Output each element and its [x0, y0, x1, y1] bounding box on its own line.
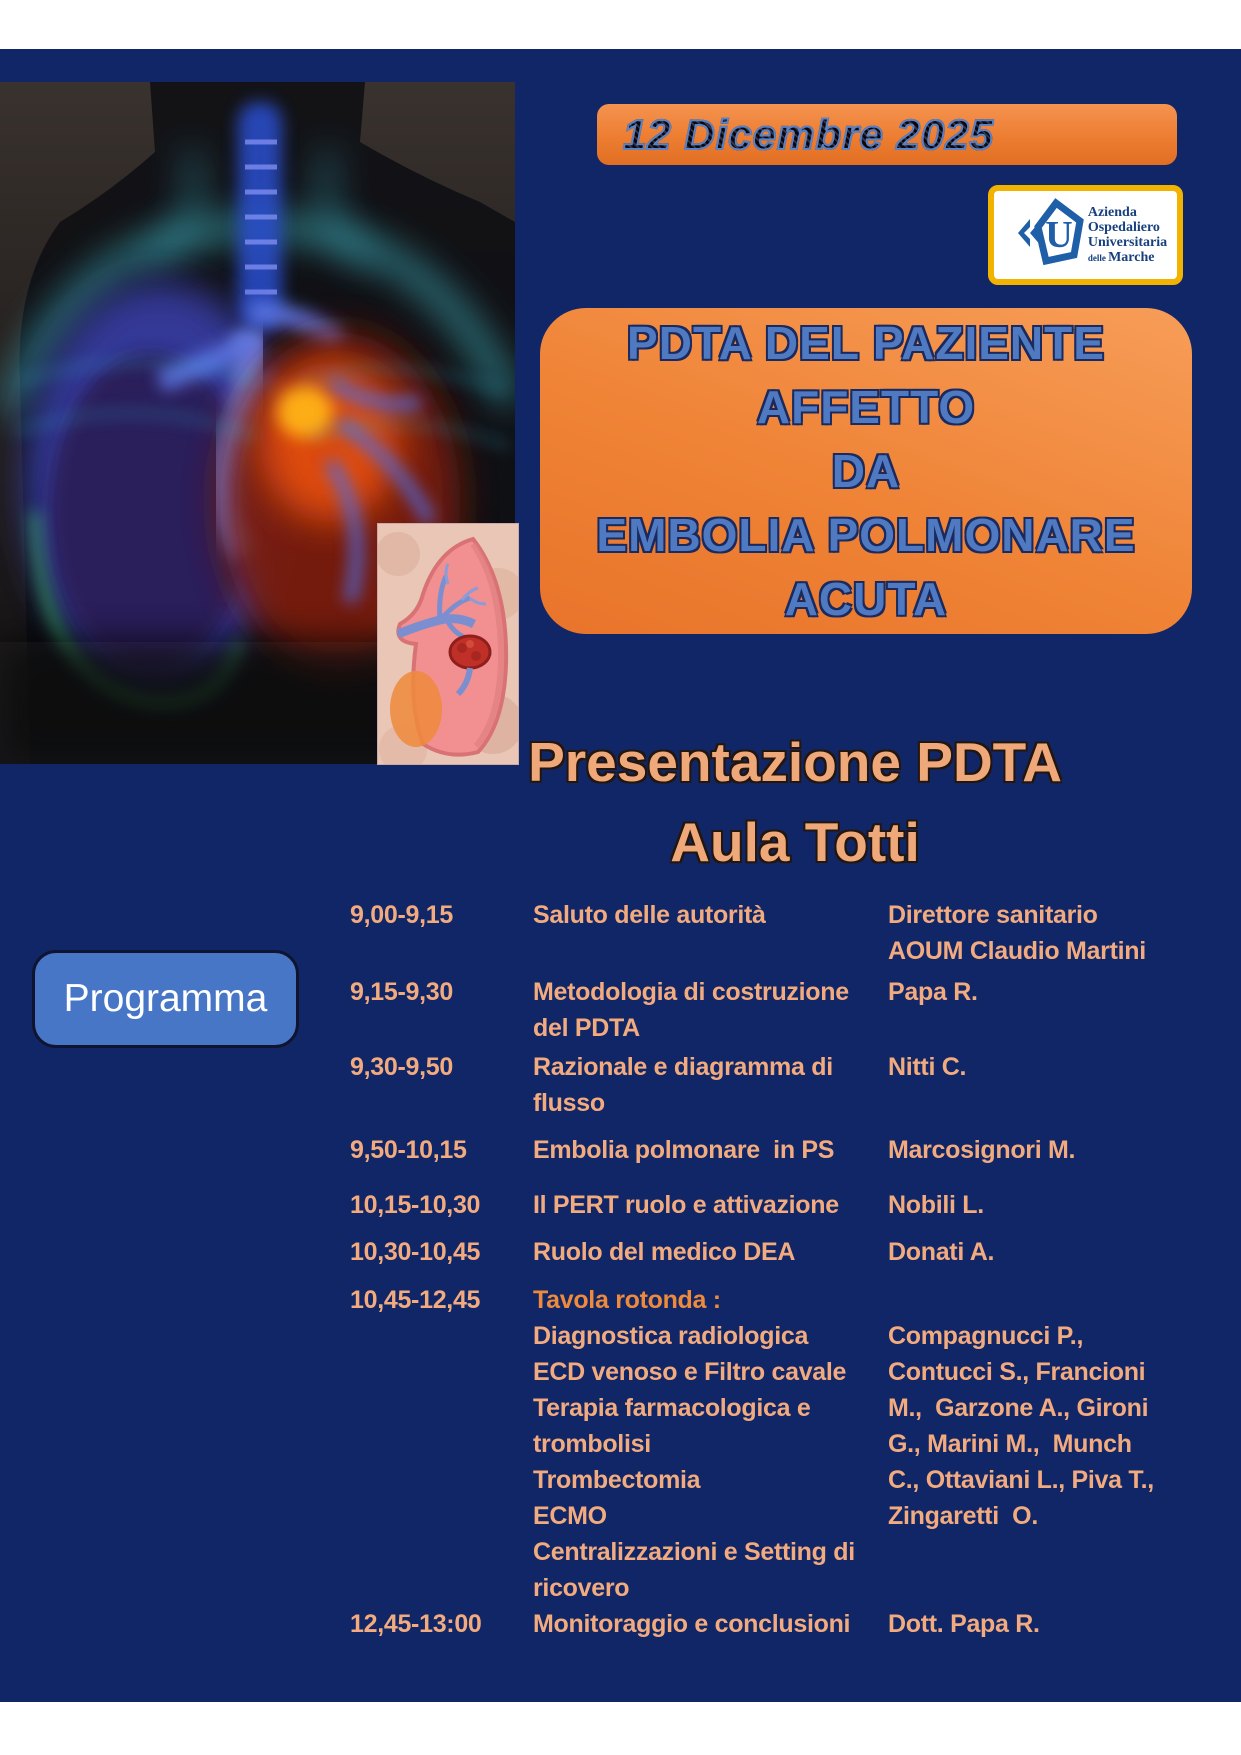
speaker-cell [888, 1187, 1210, 1223]
logo-line: Azienda [1087, 204, 1137, 220]
logo-line: Universitaria [1087, 234, 1168, 250]
program-button-label: Programma [63, 977, 268, 1020]
presentation-subtitle [470, 722, 1120, 882]
speaker-line: Nitti C. [888, 1053, 967, 1081]
topic-line: flusso [533, 1089, 605, 1117]
table-row [350, 1049, 1210, 1121]
topic-line: del PDTA [533, 1014, 640, 1042]
time-cell: 9,50-10,15 [350, 1136, 467, 1164]
time-cell: 10,30-10,45 [350, 1238, 481, 1266]
topic-line: Embolia polmonare in PS [533, 1136, 835, 1164]
program-schedule [350, 897, 1210, 1642]
speaker-cell [888, 1049, 1210, 1121]
topic-line: Terapia farmacologica e [533, 1394, 811, 1422]
time-cell: 12,45-13:00 [350, 1610, 482, 1638]
speaker-cell [888, 897, 1210, 969]
speaker-line: Direttore sanitario [888, 901, 1098, 929]
title-line: AFFETTO [756, 381, 976, 433]
title-line: EMBOLIA POLMONARE [596, 509, 1136, 561]
topic-line: ECMO [533, 1502, 607, 1530]
speaker-line: AOUM Claudio Martini [888, 937, 1146, 965]
topic-line: Ruolo del medico DEA [533, 1238, 796, 1266]
topic-line: Saluto delle autorità [533, 901, 766, 929]
topic-cell [533, 897, 888, 969]
hospital-logo [988, 185, 1183, 285]
speaker-cell [888, 1282, 1210, 1606]
topic-line: Trombectomia [533, 1466, 701, 1494]
topic-cell [533, 1049, 888, 1121]
hospital-logo-text [1088, 205, 1167, 266]
event-title-box [540, 308, 1192, 634]
speaker-line: Contucci S., Francioni [888, 1358, 1146, 1386]
svg-text:U: U [1045, 213, 1073, 256]
logo-line: delle Marche [1087, 249, 1155, 265]
table-row [350, 1187, 1210, 1223]
speaker-line: Papa R. [888, 978, 978, 1006]
topic-cell [533, 1282, 888, 1606]
topic-cell [533, 1234, 888, 1270]
table-row [350, 1234, 1210, 1270]
subtitle-line1: Presentazione PDTA [528, 731, 1062, 793]
speaker-cell [888, 974, 1210, 1046]
table-row [350, 1606, 1210, 1642]
topic-cell [533, 974, 888, 1046]
speaker-line: Compagnucci P., [888, 1322, 1084, 1350]
topic-line: Il PERT ruolo e attivazione [533, 1191, 839, 1219]
title-line: DA [831, 445, 901, 497]
time-cell: 10,45-12,45 [350, 1286, 481, 1314]
topic-line: ECD venoso e Filtro cavale [533, 1358, 847, 1386]
date-banner [597, 104, 1177, 165]
speaker-line: Marcosignori M. [888, 1136, 1076, 1164]
topic-line: Centralizzazioni e Setting di [533, 1538, 855, 1566]
time-cell: 9,30-9,50 [350, 1053, 453, 1081]
time-cell: 9,00-9,15 [350, 901, 453, 929]
speaker-cell [888, 1606, 1210, 1642]
topic-line: Razionale e diagramma di [533, 1053, 833, 1081]
topic-cell [533, 1132, 888, 1168]
topic-line: Monitoraggio e conclusioni [533, 1610, 851, 1638]
speaker-line: G., Marini M., Munch [888, 1430, 1132, 1458]
speaker-line: M., Garzone A., Gironi [888, 1394, 1149, 1422]
program-button[interactable] [32, 950, 299, 1048]
table-row [350, 1132, 1210, 1168]
table-row [350, 897, 1210, 969]
title-line: PDTA DEL PAZIENTE [627, 317, 1105, 369]
table-row [350, 1282, 1210, 1606]
logo-line: Ospedaliero [1087, 219, 1160, 235]
speaker-line: Zingaretti O. [888, 1502, 1038, 1530]
speaker-line: Donati A. [888, 1238, 995, 1266]
topic-cell [533, 1187, 888, 1223]
speaker-line: C., Ottaviani L., Piva T., [888, 1466, 1154, 1494]
topic-line: Diagnostica radiologica [533, 1322, 809, 1350]
topic-cell [533, 1606, 888, 1642]
time-cell: 10,15-10,30 [350, 1191, 481, 1219]
time-cell: 9,15-9,30 [350, 978, 453, 1006]
subtitle-line2: Aula Totti [670, 811, 920, 873]
event-date: 12 Dicembre 2025 [623, 110, 994, 158]
speaker-cell [888, 1132, 1210, 1168]
topic-line: trombolisi [533, 1430, 651, 1458]
title-line: ACUTA [784, 573, 948, 625]
speaker-line: Nobili L. [888, 1191, 984, 1219]
topic-line-accent: Tavola rotonda : [533, 1286, 721, 1314]
hospital-logo-icon [1004, 197, 1084, 274]
speaker-line: Dott. Papa R. [888, 1610, 1040, 1638]
table-row [350, 974, 1210, 1046]
speaker-cell [888, 1234, 1210, 1270]
topic-line: ricovero [533, 1574, 630, 1602]
topic-line: Metodologia di costruzione [533, 978, 849, 1006]
